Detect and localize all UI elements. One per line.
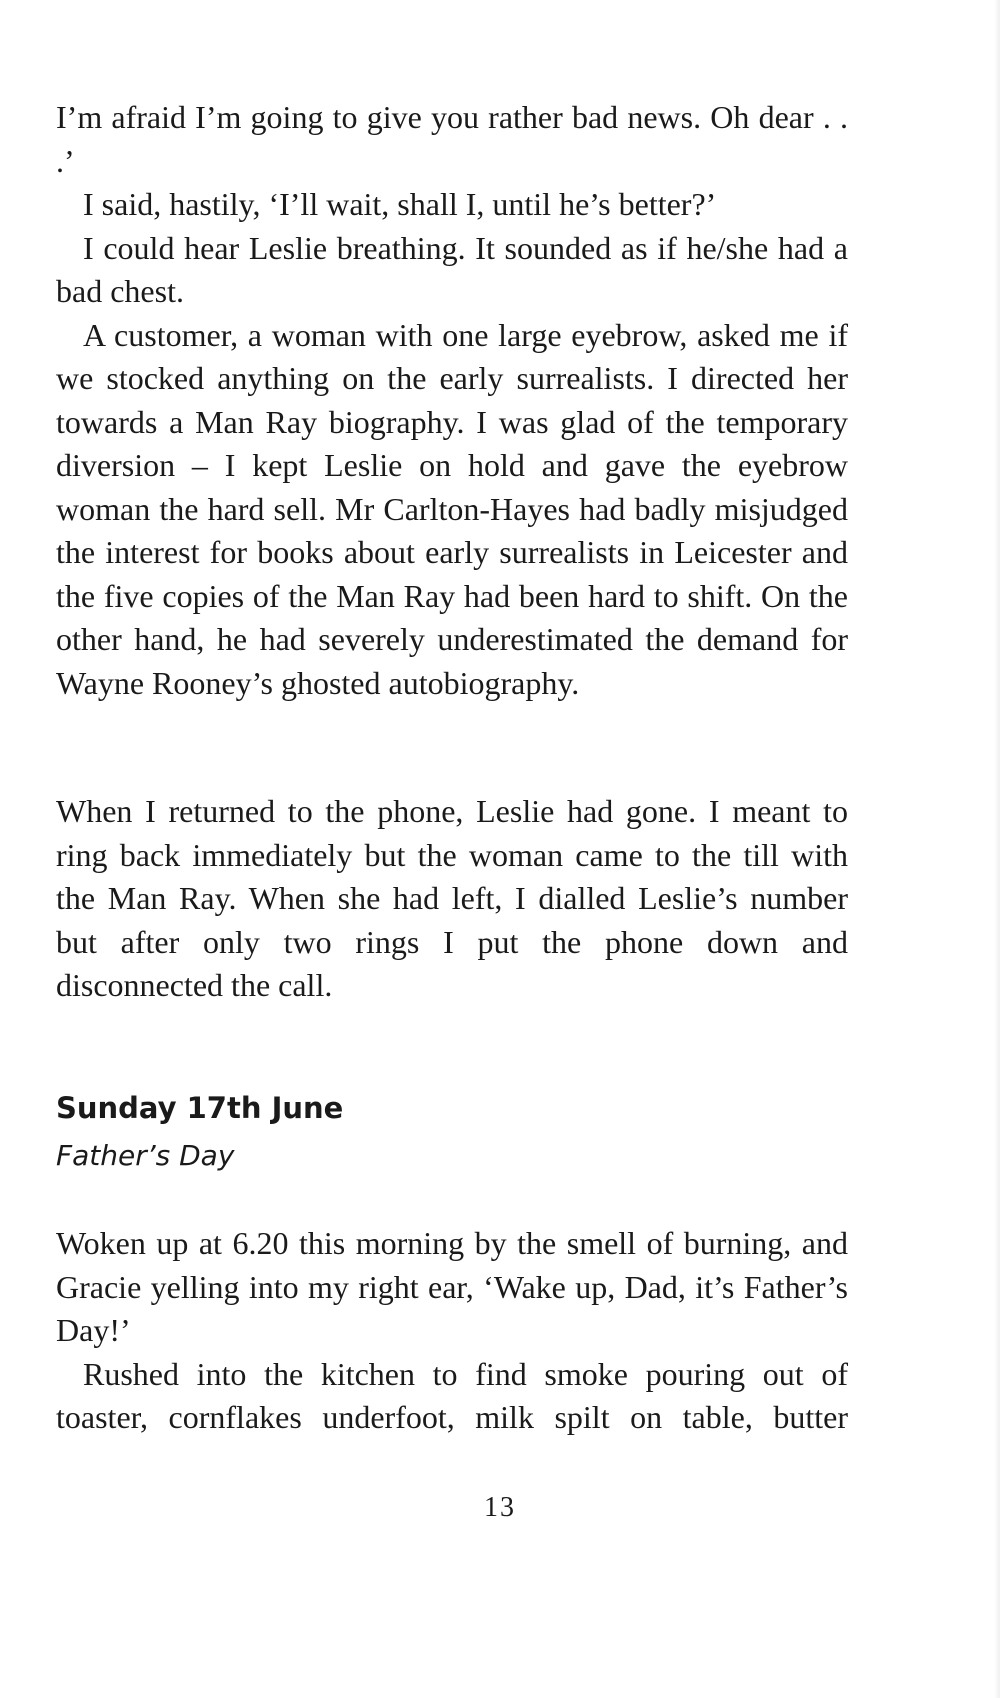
text-section-2 [56, 790, 848, 1008]
page-edge-shadow [994, 0, 1000, 1698]
paragraph: Rushed into the kitchen to find smoke pouring out of toaster, cornflakes underfoot, milk spilt on table, butter [56, 1355, 848, 1435]
paragraph: Woken up at 6.20 this morning by the smell of burning, and Gracie yelling into my right ear, ‘Wake up, Dad, it’s Father’s Day!’ [56, 1225, 848, 1348]
page-number: 13 [484, 1492, 516, 1523]
diary-entry-date: Sunday 17th June [56, 1091, 344, 1125]
diary-entry-subtitle: Father’s Day [56, 1139, 235, 1172]
paragraph: I could hear Leslie breathing. It sounded as if he/she had a bad chest. [56, 229, 848, 309]
text-section-1 [56, 96, 848, 705]
text-section-3 [56, 1222, 848, 1440]
paragraph: I’m afraid I’m going to give you rather bad news. Oh dear . . .’ [56, 99, 848, 179]
paragraph: A customer, a woman with one large eyebrow, asked me if we stocked anything on the early surrealists. I directed her towards a Man Ray biography. I was glad of the temporary diversion – I kept Leslie on hold and gave the eyebrow woman the hard sell. Mr Carlton-Hayes had badly misjudged the interest for books about early surrealists in Leicester and the five copies of the Man Ray had been hard to shift. On the other hand, he had severely underestimated the demand for Wayne Rooney’s ghosted autobiography. [56, 316, 848, 701]
paragraph: When I returned to the phone, Leslie had gone. I meant to ring back immediately but the woman came to the till with the Man Ray. When she had left, I dialled Leslie’s number but after only two rings I put the phone down and disconnected the call. [56, 793, 848, 1003]
paragraph: I said, hastily, ‘I’ll wait, shall I, until he’s better?’ [83, 186, 717, 222]
